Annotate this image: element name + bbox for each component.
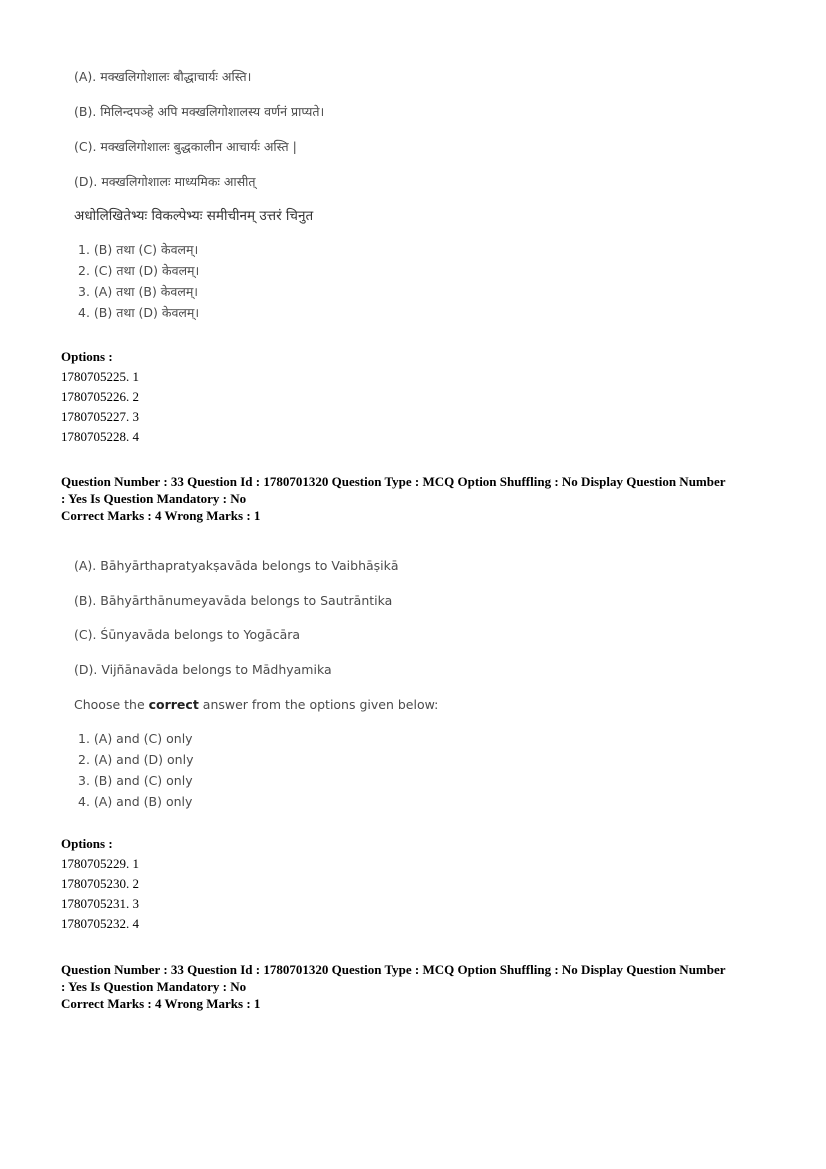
- options-list: [61, 347, 139, 447]
- options-list: [61, 834, 139, 934]
- option-item: 1780705228. 4: [61, 429, 139, 444]
- instruction-emphasis: correct: [148, 697, 199, 712]
- choice-1: 1. (A) and (C) only: [78, 731, 193, 746]
- option-item: 1780705225. 1: [61, 369, 139, 384]
- option-item: 1780705227. 3: [61, 409, 139, 424]
- options-heading: Options :: [61, 836, 113, 851]
- instruction-prefix: Choose the: [74, 697, 149, 712]
- option-item: 1780705230. 2: [61, 876, 139, 891]
- question-meta-line1: Question Number : 33 Question Id : 1780701320 Question Type : MCQ Option Shuffling : No Display Question Number: [61, 962, 726, 977]
- statement-b: (B). Bāhyārthānumeyavāda belongs to Sautrāntika: [74, 593, 393, 608]
- question-meta-line2: : Yes Is Question Mandatory : No: [61, 979, 247, 994]
- instruction: [74, 697, 438, 712]
- statement-a: (A). मक्खलिगोशालः बौद्धाचार्यः अस्ति।: [74, 69, 252, 84]
- option-item: 1780705231. 3: [61, 896, 139, 911]
- question-header: [61, 473, 773, 524]
- statement-d: (D). मक्खलिगोशालः माध्यमिकः आसीत्: [74, 174, 256, 189]
- question-meta-line1: Question Number : 33 Question Id : 1780701320 Question Type : MCQ Option Shuffling : No Display Question Number: [61, 474, 726, 489]
- instruction: अधोलिखितेभ्यः विकल्पेभ्यः समीचीनम् उत्तरं चिनुत: [74, 208, 314, 224]
- statement-b: (B). मिलिन्दपञ्हे अपि मक्खलिगोशालस्य वर्णनं प्राप्यते।: [74, 104, 325, 119]
- question-marks: Correct Marks : 4 Wrong Marks : 1: [61, 508, 261, 523]
- question-header: [61, 961, 773, 1012]
- question-marks: Correct Marks : 4 Wrong Marks : 1: [61, 996, 261, 1011]
- choice-4: 4. (A) and (B) only: [78, 794, 193, 809]
- choice-3: 3. (A) तथा (B) केवलम्।: [78, 284, 199, 299]
- choice-3: 3. (B) and (C) only: [78, 773, 193, 788]
- choice-4: 4. (B) तथा (D) केवलम्।: [78, 305, 200, 320]
- statement-a: (A). Bāhyārthapratyakṣavāda belongs to Vaibhāṣikā: [74, 558, 399, 573]
- options-heading: Options :: [61, 349, 113, 364]
- choice-1: 1. (B) तथा (C) केवलम्।: [78, 242, 199, 257]
- statement-c: (C). मक्खलिगोशालः बुद्धकालीन आचार्यः अस्ति |: [74, 139, 297, 154]
- option-item: 1780705226. 2: [61, 389, 139, 404]
- choice-2: 2. (A) and (D) only: [78, 752, 194, 767]
- statement-c: (C). Śūnyavāda belongs to Yogācāra: [74, 627, 301, 642]
- option-item: 1780705229. 1: [61, 856, 139, 871]
- instruction-suffix: answer from the options given below:: [198, 697, 439, 712]
- statement-d: (D). Vijñānavāda belongs to Mādhyamika: [74, 662, 332, 677]
- option-item: 1780705232. 4: [61, 916, 139, 931]
- question-meta-line2: : Yes Is Question Mandatory : No: [61, 491, 247, 506]
- choice-2: 2. (C) तथा (D) केवलम्।: [78, 263, 200, 278]
